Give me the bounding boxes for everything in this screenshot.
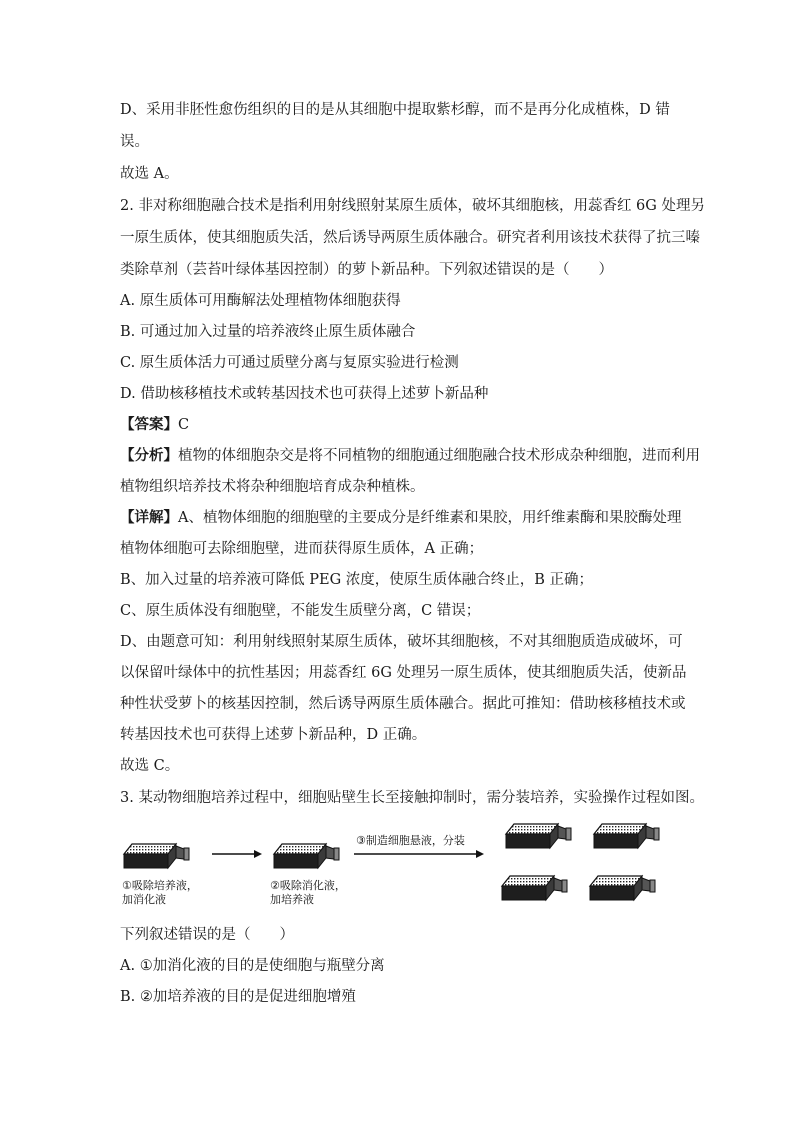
step-2-label: ②吸除消化液， bbox=[270, 879, 346, 892]
answer-line bbox=[120, 415, 189, 435]
text-line: 误。 bbox=[120, 134, 149, 150]
detail-line: 故选 C。 bbox=[120, 758, 180, 774]
question-2-stem: 一原生质体，使其细胞质失活，然后诱导两原生质体融合。研究者利用该技术获得了抗三嗪 bbox=[120, 230, 700, 246]
detail-line: C、原生质体没有细胞壁，不能发生质壁分离，C 错误； bbox=[120, 603, 481, 619]
detail-line: 种性状受萝卜的核基因控制，然后诱导两原生质体融合。据此可推知：借助核移植技术或 bbox=[120, 696, 686, 712]
option-d: D. 借助核移植技术或转基因技术也可获得上述萝卜新品种 bbox=[120, 386, 489, 402]
detail-line: B、加入过量的培养液可降低 PEG 浓度，使原生质体融合终止，B 正确； bbox=[120, 572, 594, 588]
arrowhead-icon bbox=[254, 850, 262, 858]
option-b: B. ②加培养液的目的是促进细胞增殖 bbox=[120, 989, 356, 1005]
culture-flask-icon bbox=[502, 876, 567, 900]
detail-tag: 【详解】 bbox=[120, 510, 178, 526]
step-2-label: 加培养液 bbox=[270, 893, 314, 906]
option-c: C. 原生质体活力可通过质壁分离与复原实验进行检测 bbox=[120, 355, 459, 371]
detail-line: 植物体细胞可去除细胞壁，进而获得原生质体，A 正确； bbox=[120, 541, 484, 557]
detail-line: D、由题意可知：利用射线照射某原生质体，破坏其细胞核，不对其细胞质造成破坏，可 bbox=[120, 634, 683, 650]
answer-text: C bbox=[178, 417, 190, 433]
step-1-label: 加消化液 bbox=[122, 893, 166, 906]
question-3-prompt: 下列叙述错误的是（ ） bbox=[120, 927, 294, 943]
option-a: A. 原生质体可用酶解法处理植物体细胞获得 bbox=[120, 293, 401, 309]
option-b: B. 可通过加入过量的培养液终止原生质体融合 bbox=[120, 324, 416, 340]
answer-tag: 【答案】 bbox=[120, 417, 178, 433]
culture-flask-icon bbox=[274, 844, 339, 868]
step-1-label: ①吸除培养液， bbox=[122, 879, 198, 892]
option-a: A. ①加消化液的目的是使细胞与瓶壁分离 bbox=[120, 958, 385, 974]
detail-line: 转基因技术也可获得上述萝卜新品种，D 正确。 bbox=[120, 727, 427, 743]
text-line: 故选 A。 bbox=[120, 166, 179, 182]
culture-flask-icon bbox=[506, 824, 571, 848]
step-3-label: ③制造细胞悬液，分装 bbox=[356, 834, 465, 847]
culture-flask-icon bbox=[124, 844, 189, 868]
detail-line: 以保留叶绿体中的抗性基因；用蕊香红 6G 处理另一原生质体，使其细胞质失活，使新品 bbox=[120, 665, 687, 681]
analysis-line: 植物组织培养技术将杂种细胞培育成杂种植株。 bbox=[120, 479, 425, 495]
question-3-stem: 3. 某动物细胞培养过程中，细胞贴壁生长至接触抑制时，需分装培养，实验操作过程如图。 bbox=[120, 790, 704, 806]
cell-culture-diagram bbox=[118, 816, 678, 916]
question-2-stem: 2. 非对称细胞融合技术是指利用射线照射某原生质体，破坏其细胞核，用蕊香红 6G 处理另 bbox=[120, 198, 705, 214]
analysis-line bbox=[120, 446, 700, 466]
arrowhead-icon bbox=[476, 850, 484, 858]
analysis-text: 植物的体细胞杂交是将不同植物的细胞通过细胞融合技术形成杂种细胞，进而利用 bbox=[178, 448, 700, 464]
detail-text: A、植物体细胞的细胞壁的主要成分是纤维素和果胶，用纤维素酶和果胶酶处理 bbox=[178, 510, 682, 526]
text-line: D、采用非胚性愈伤组织的目的是从其细胞中提取紫杉醇，而不是再分化成植株，D 错 bbox=[120, 102, 670, 118]
culture-flask-icon bbox=[594, 824, 659, 848]
detail-line bbox=[120, 508, 681, 528]
culture-flask-icon bbox=[590, 876, 655, 900]
analysis-tag: 【分析】 bbox=[120, 448, 178, 464]
question-2-stem: 类除草剂（芸苔叶绿体基因控制）的萝卜新品种。下列叙述错误的是（ ） bbox=[120, 262, 613, 278]
